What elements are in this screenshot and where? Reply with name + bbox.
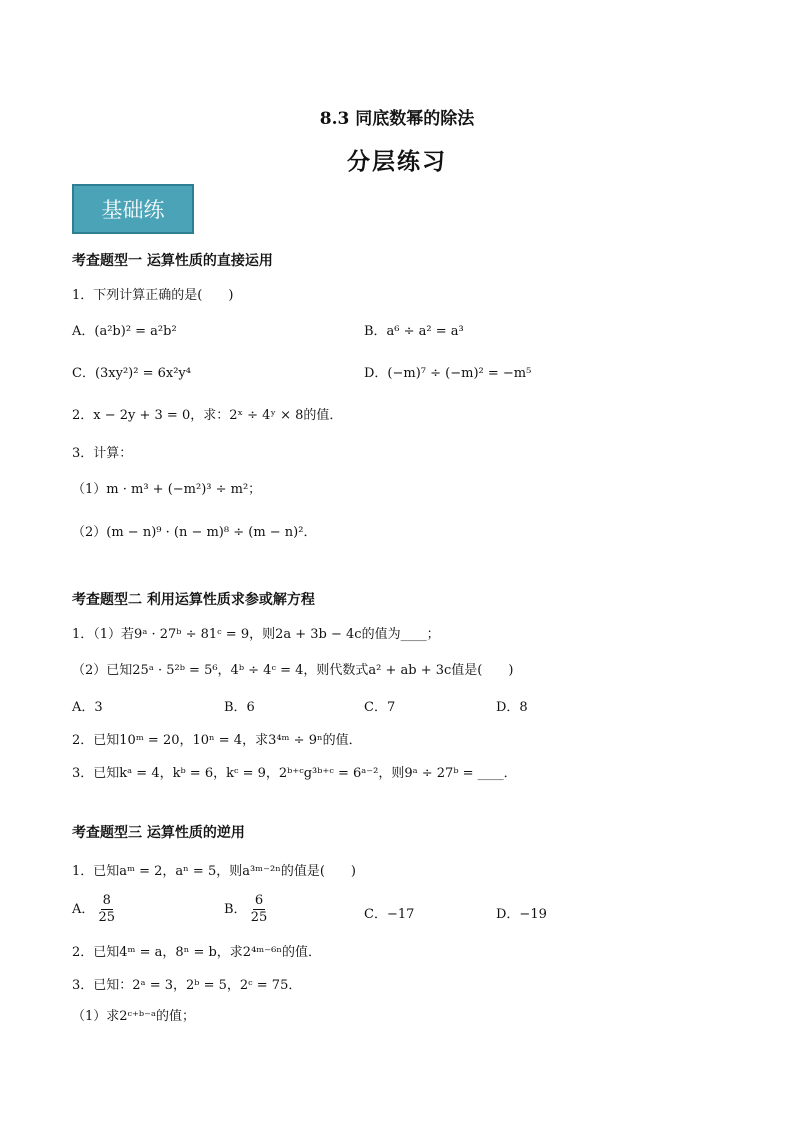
s1-q3-part2: （2）(m − n)⁹ · (n − m)⁸ ÷ (m − n)²． bbox=[72, 525, 317, 540]
document-subtitle: 分层练习 bbox=[347, 148, 447, 175]
section-heading-3: 考查题型三 运算性质的逆用 bbox=[72, 825, 245, 841]
s3-q1-option-a bbox=[72, 893, 115, 926]
s3-q1-option-a-label: A． bbox=[72, 902, 95, 917]
s3-q1: 1．已知aᵐ = 2，aⁿ = 5，则a³ᵐ⁻²ⁿ的值是( ) bbox=[72, 864, 357, 879]
s2-q1-part2: （2）已知25ᵃ · 5²ᵇ = 5⁶，4ᵇ ÷ 4ᶜ = 4，则代数式a² + ab + 3c值是( ) bbox=[72, 663, 514, 678]
s1-q3-part1: （1）m · m³ + (−m²)³ ÷ m²； bbox=[72, 482, 262, 497]
fraction-b bbox=[251, 893, 268, 926]
s2-q1-option-a: A．3 bbox=[72, 700, 103, 715]
s1-q1-option-d: D．(−m)⁷ ÷ (−m)² = −m⁵ bbox=[364, 366, 532, 381]
s2-q1-option-c: C．7 bbox=[364, 700, 396, 715]
s3-q1-option-b-label: B． bbox=[224, 902, 247, 917]
s2-q1-part1: 1．（1）若9ᵃ · 27ᵇ ÷ 81ᶜ = 9，则2a + 3b − 4c的值为____； bbox=[72, 627, 440, 642]
section-heading-2: 考查题型二 利用运算性质求参或解方程 bbox=[72, 592, 315, 608]
s2-q3: 3．已知kᵃ = 4，kᵇ = 6，kᶜ = 9，2ᵇ⁺ᶜg³ᵇ⁺ᶜ = 6ᵃ⁻²，则9ᵃ ÷ 27ᵇ = ____． bbox=[72, 766, 517, 781]
s2-q1-option-b: B．6 bbox=[224, 700, 255, 715]
s3-q1-option-d: D．−19 bbox=[496, 907, 547, 922]
s3-q3-part1: （1）求2ᶜ⁺ᵇ⁻ᵃ的值； bbox=[72, 1009, 195, 1024]
s1-q3: 3．计算： bbox=[72, 446, 133, 461]
s1-q1-stem: 1．下列计算正确的是( ) bbox=[72, 288, 234, 303]
s3-q1-option-b bbox=[224, 893, 267, 926]
s1-q2: 2．x − 2y + 3 = 0，求：2ˣ ÷ 4ʸ × 8的值． bbox=[72, 408, 343, 423]
s3-q1-option-c: C．−17 bbox=[364, 907, 415, 922]
s1-q1-option-a: A．(a²b)² = a²b² bbox=[72, 324, 177, 339]
s1-q1-option-c: C．(3xy²)² = 6x²y⁴ bbox=[72, 366, 191, 381]
s3-q3: 3．已知：2ᵃ = 3，2ᵇ = 5，2ᶜ = 75． bbox=[72, 978, 302, 993]
fraction-a-numerator: 8 bbox=[102, 893, 111, 908]
fraction-b-numerator: 6 bbox=[254, 893, 264, 908]
s1-q1-option-b: B．a⁶ ÷ a² = a³ bbox=[364, 324, 464, 339]
fraction-a bbox=[99, 893, 116, 926]
level-badge: 基础练 bbox=[72, 184, 194, 234]
s2-q2: 2．已知10ᵐ = 20，10ⁿ = 4，求3⁴ᵐ ÷ 9ⁿ的值． bbox=[72, 733, 362, 748]
section-heading-1: 考查题型一 运算性质的直接运用 bbox=[72, 253, 273, 269]
fraction-a-denominator: 25 bbox=[98, 910, 116, 925]
fraction-b-denominator: 25 bbox=[250, 910, 268, 925]
s2-q1-option-d: D．8 bbox=[496, 700, 528, 715]
document-title: 8.3 同底数幂的除法 bbox=[319, 109, 475, 129]
s3-q2: 2．已知4ᵐ = a，8ⁿ = b，求2⁴ᵐ⁻⁶ⁿ的值． bbox=[72, 945, 321, 960]
